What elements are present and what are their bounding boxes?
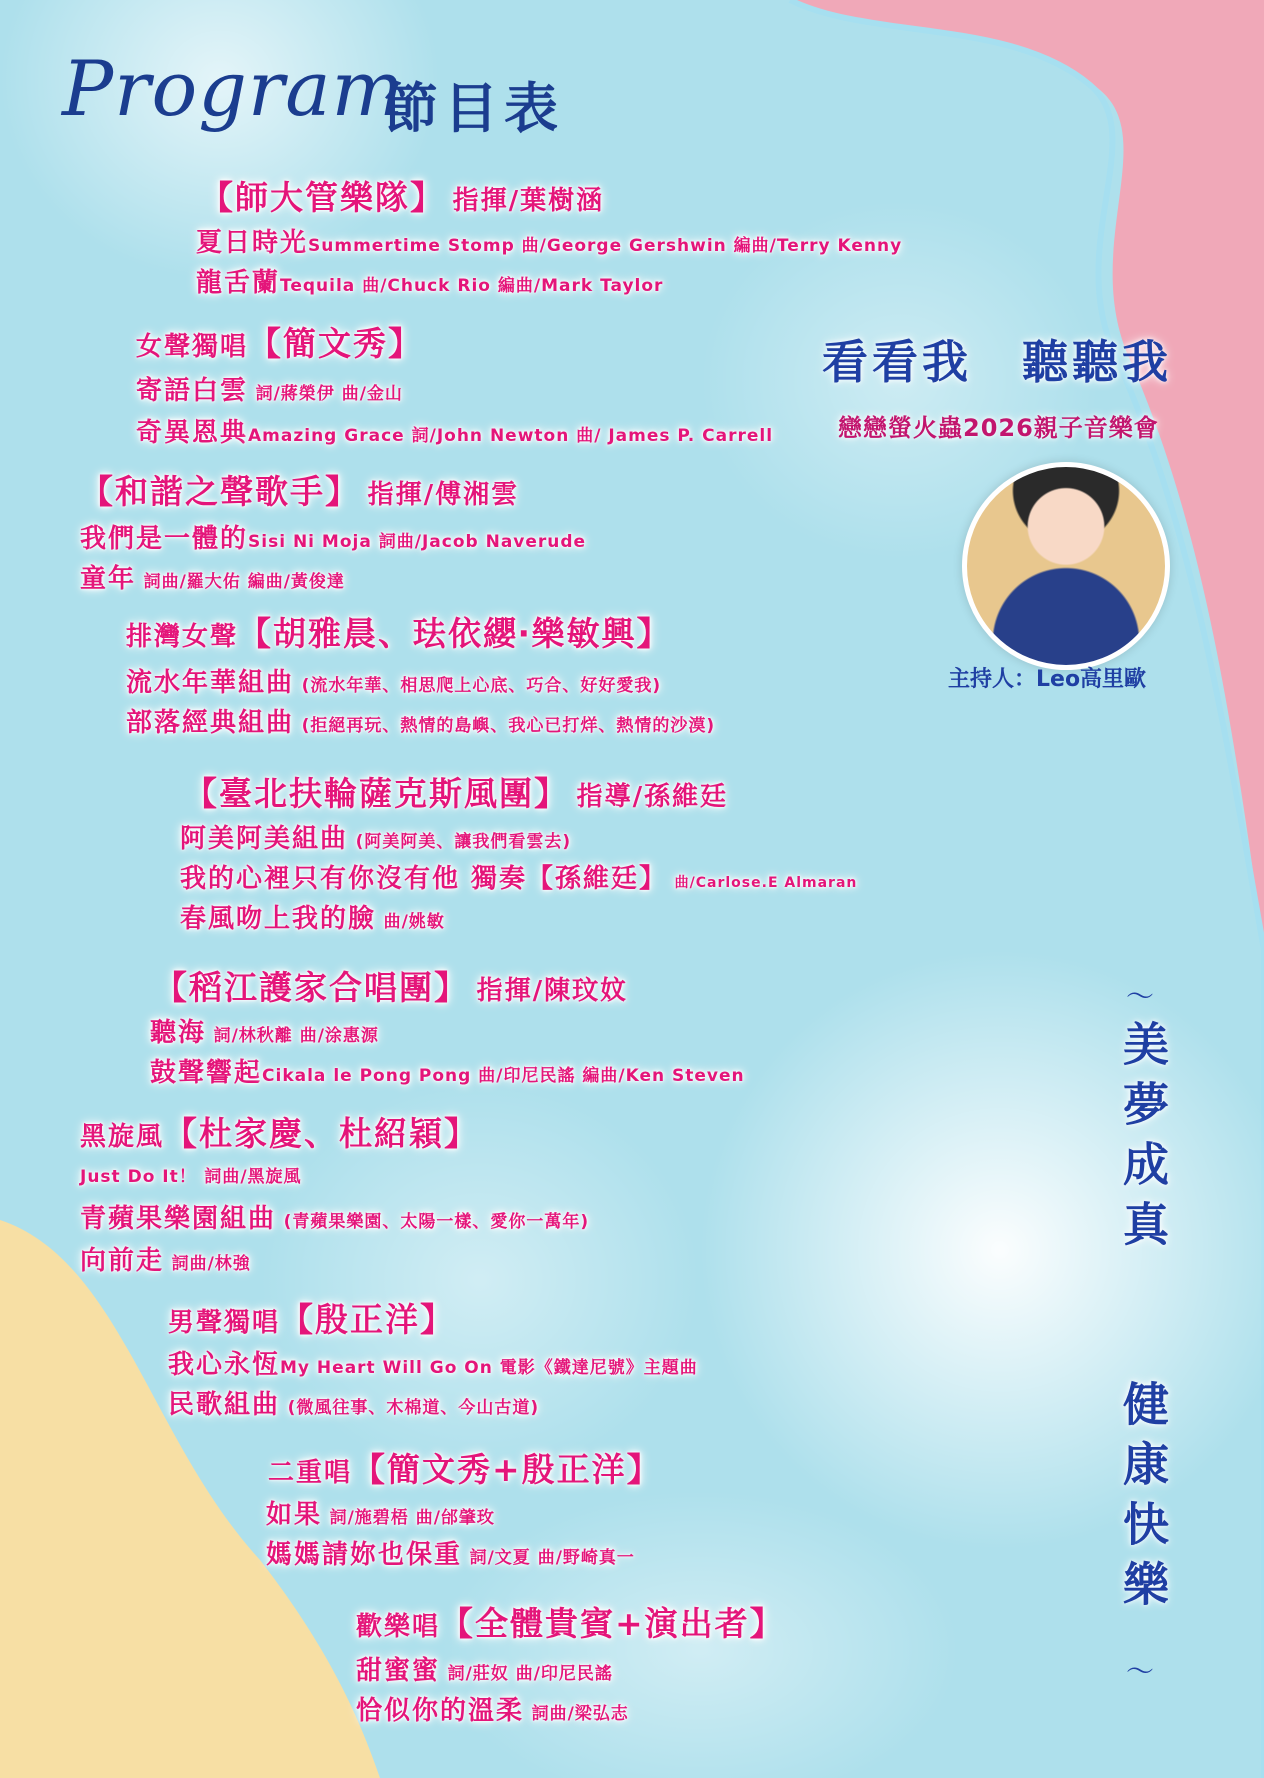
section-7-item-3 [80, 1240, 251, 1277]
section-1-heading [200, 172, 604, 219]
section-2-title: 【簡文秀】 [248, 324, 424, 363]
section-4-heading [126, 608, 672, 655]
item-detail: (阿美阿美、讓我們看雲去) [355, 832, 572, 852]
item-title: 我的心裡只有你沒有他 獨奏【孫維廷】 [180, 864, 668, 894]
item-title: 流水年華組曲 [126, 668, 295, 698]
item-detail: 詞/林秋離 曲/涂惠源 [213, 1026, 379, 1046]
section-10-heading [356, 1598, 785, 1645]
item-detail: 詞/文夏 曲/野崎真一 [469, 1548, 635, 1568]
section-7-heading [80, 1108, 479, 1155]
section-3-item-1 [80, 518, 586, 555]
item-detail: 詞曲/羅大佑 編曲/黃俊達 [143, 572, 345, 592]
item-title: 夏日時光 [196, 228, 309, 258]
item-detail: 詞/施碧梧 曲/邰肇玫 [329, 1508, 495, 1528]
section-4-item-1 [126, 662, 661, 699]
section-2-item-1 [136, 370, 403, 407]
section-9-title: 【簡文秀+殷正洋】 [352, 1450, 662, 1489]
item-detail: 詞曲/黑旋風 [204, 1167, 302, 1187]
section-3-title: 【和諧之聲歌手】 [80, 472, 360, 511]
item-detail: Amazing Grace 詞/John Newton 曲/ James P. Carrell [248, 426, 774, 446]
item-title: 部落經典組曲 [126, 708, 295, 738]
section-6-item-1 [150, 1012, 379, 1049]
slogan-1: 美夢成真 [1116, 1020, 1170, 1260]
item-title: 寄語白雲 [136, 376, 249, 406]
section-1-item-1 [196, 222, 902, 259]
section-6-meta: 指揮/陳玟妏 [476, 976, 629, 1006]
section-9-item-2 [266, 1534, 635, 1571]
item-detail: (流水年華、相思爬上心底、巧合、好好愛我) [301, 676, 662, 696]
section-6-heading [154, 962, 628, 1009]
section-8-item-1 [168, 1344, 698, 1381]
section-1-title: 【師大管樂隊】 [200, 178, 445, 217]
section-1-item-2 [196, 262, 663, 299]
item-detail: My Heart Will Go On 電影《鐵達尼號》主題曲 [280, 1358, 698, 1378]
section-6-item-2 [150, 1052, 745, 1089]
item-title: 甜蜜蜜 [356, 1656, 441, 1686]
section-3-meta: 指揮/傅湘雲 [367, 480, 520, 510]
item-title: 恰似你的溫柔 [356, 1696, 525, 1726]
slogan-2: 健康快樂 [1116, 1380, 1170, 1620]
item-detail: (拒絕再玩、熱情的島嶼、我心已打烊、熱情的沙漠) [301, 716, 716, 736]
section-5-title: 【臺北扶輪薩克斯風團】 [184, 774, 569, 813]
item-title: 向前走 [80, 1246, 165, 1276]
item-detail: Tequila 曲/Chuck Rio 編曲/Mark Taylor [280, 276, 664, 296]
program-cn-title: 節目表 [384, 77, 564, 140]
section-2-heading [136, 318, 423, 365]
item-title: 民歌組曲 [168, 1390, 281, 1420]
item-detail: 詞/莊奴 曲/印尼民謠 [447, 1664, 613, 1684]
item-title: 我心永恆 [168, 1350, 281, 1380]
section-7-item-1 [80, 1162, 302, 1187]
item-detail: Summertime Stomp 曲/George Gershwin 編曲/Terry Kenny [308, 236, 903, 256]
section-10-title: 【全體貴賓+演出者】 [440, 1604, 785, 1643]
section-8-item-2 [168, 1384, 539, 1421]
section-7-prefix: 黑旋風 [80, 1122, 165, 1152]
section-5-item-3 [180, 898, 445, 935]
item-title: 童年 [80, 564, 137, 594]
section-10-prefix: 歡樂唱 [356, 1612, 441, 1642]
item-detail: 曲/Carlose.E Almaran [674, 875, 858, 891]
section-6-title: 【稻江護家合唱團】 [154, 968, 469, 1007]
section-9-heading [268, 1444, 662, 1491]
item-title: 奇異恩典 [136, 418, 249, 448]
item-title: 青蘋果樂園組曲 [80, 1204, 277, 1234]
item-detail: (青蘋果樂園、太陽一樣、愛你一萬年) [283, 1212, 590, 1232]
item-title: 龍舌蘭 [196, 268, 281, 298]
section-10-item-2 [356, 1690, 629, 1727]
section-3-item-2 [80, 558, 345, 595]
item-title: 媽媽請妳也保重 [266, 1540, 463, 1570]
event-subtitle: 戀戀螢火蟲2026親子音樂會 [838, 414, 1159, 442]
section-4-title: 【胡雅晨、珐依纓‧樂敏興】 [238, 614, 672, 653]
item-title: 阿美阿美組曲 [180, 824, 349, 854]
tilde-top: ～ [1126, 980, 1155, 1013]
item-detail: 曲/姚敏 [383, 912, 445, 932]
item-title: 鼓聲響起 [150, 1058, 263, 1088]
section-5-item-2 [180, 858, 857, 895]
host-photo [962, 462, 1170, 670]
section-7-item-2 [80, 1198, 589, 1235]
section-8-prefix: 男聲獨唱 [168, 1308, 281, 1338]
event-title: 看看我 聽聽我 [822, 335, 1172, 389]
program-script-title: Program [62, 44, 405, 133]
section-8-heading [168, 1294, 455, 1341]
item-title: 聽海 [150, 1018, 207, 1048]
section-4-item-2 [126, 702, 715, 739]
section-10-item-1 [356, 1650, 613, 1687]
item-detail: 詞曲/梁弘志 [531, 1704, 629, 1724]
tilde-bottom: ～ [1126, 1655, 1155, 1688]
section-2-prefix: 女聲獨唱 [136, 332, 249, 362]
section-5-meta: 指導/孫維廷 [576, 782, 729, 812]
section-9-item-1 [266, 1494, 495, 1531]
section-3-heading [80, 466, 519, 513]
item-title: 春風吻上我的臉 [180, 904, 377, 934]
section-9-prefix: 二重唱 [268, 1458, 353, 1488]
item-title: 如果 [266, 1500, 323, 1530]
section-2-item-2 [136, 412, 773, 449]
section-5-heading [184, 768, 728, 815]
item-detail: 詞/蔣榮伊 曲/金山 [255, 384, 403, 404]
item-detail: Sisi Ni Moja 詞曲/Jacob Naverude [248, 532, 587, 552]
item-detail: (微風往事、木棉道、今山古道) [287, 1398, 540, 1418]
item-detail: 詞曲/林強 [171, 1254, 251, 1274]
item-title: 我們是一體的 [80, 524, 249, 554]
section-8-title: 【殷正洋】 [280, 1300, 456, 1339]
section-1-meta: 指揮/葉樹涵 [452, 186, 605, 216]
section-5-item-1 [180, 818, 571, 855]
host-label: 主持人：Leo高里歐 [948, 667, 1147, 692]
item-detail: Cikala le Pong Pong 曲/印尼民謠 編曲/Ken Steven [262, 1066, 745, 1086]
section-7-title: 【杜家慶、杜紹穎】 [164, 1114, 480, 1153]
section-4-prefix: 排灣女聲 [126, 622, 239, 652]
item-title: Just Do It！ [80, 1167, 197, 1187]
